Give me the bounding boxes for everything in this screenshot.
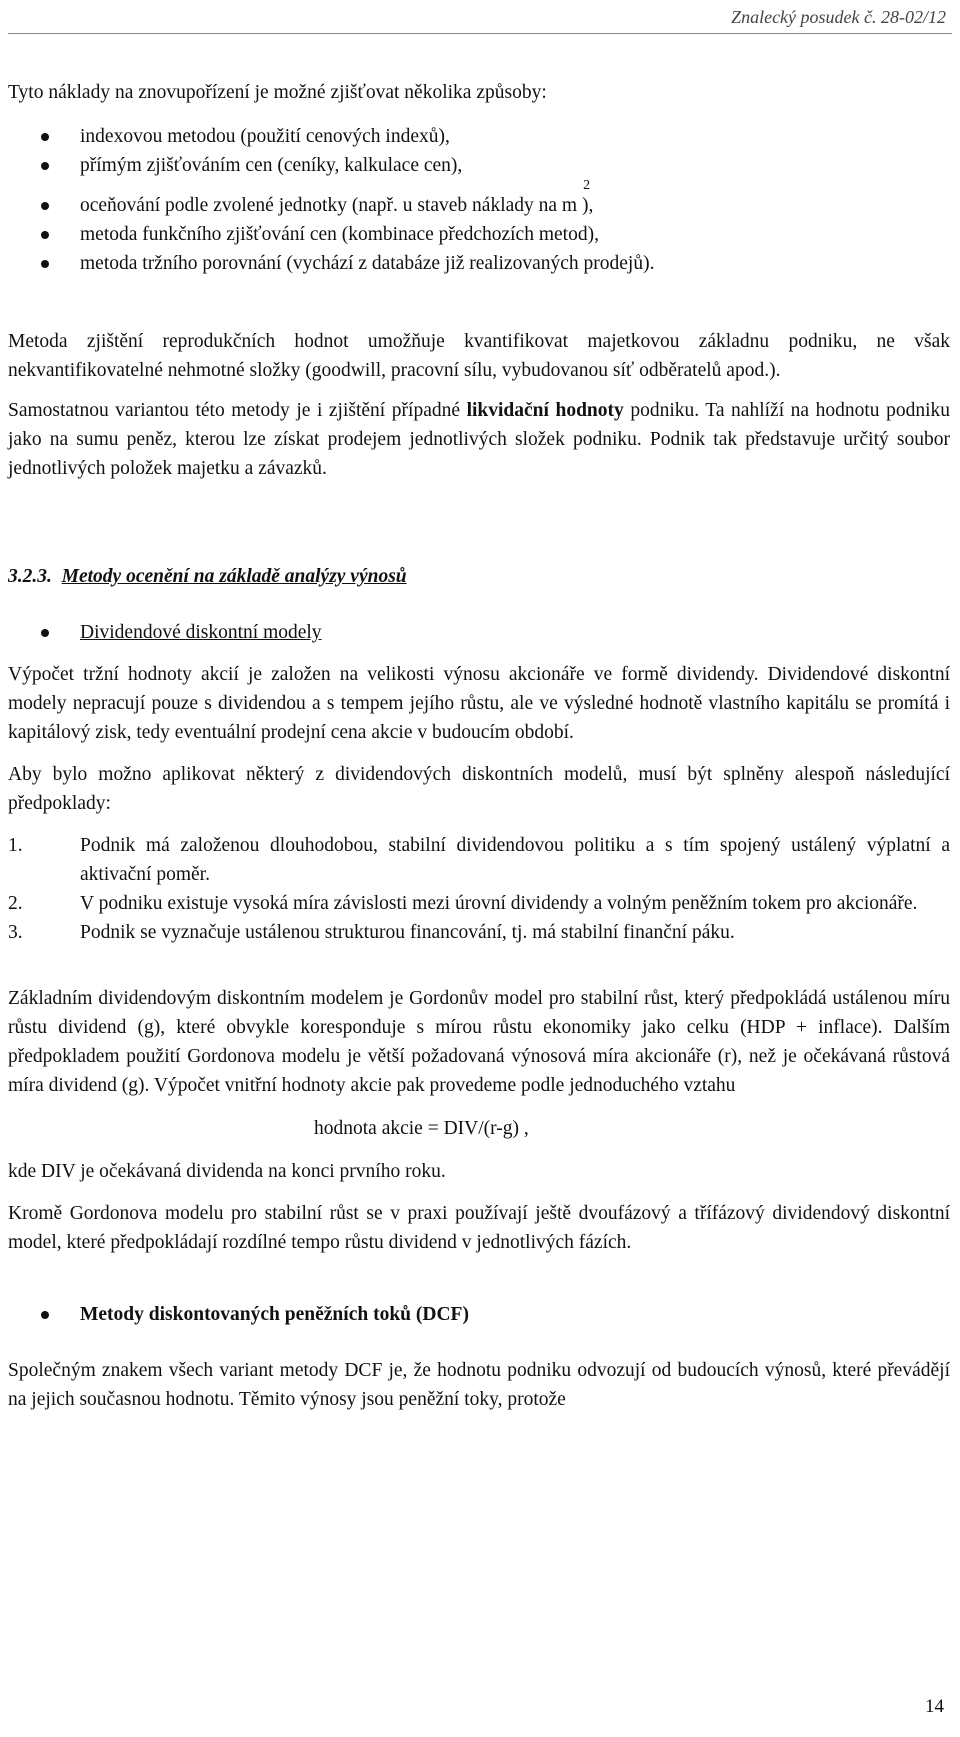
list-item-text: oceňování podle zvolené jednotky (např. u staveb náklady na m [80,195,578,216]
formula: hodnota akcie = DIV/(r-g) , [314,1118,529,1139]
list-number: 1. [8,835,23,856]
subsection-dcf-title: Metody diskontovaných peněžních toků (DCF) [80,1304,469,1325]
list-item [8,831,950,889]
liquidation-text-start: Samostatnou variantou této metody je i zjištění případné [8,400,467,421]
list-item: přímým zjišťováním cen (ceníky, kalkulace cen), [8,151,950,180]
subsection-dcf [8,1300,950,1329]
list-item: metoda funkčního zjišťování cen (kombinace předchozích metod), [8,220,950,249]
list-item [8,918,950,947]
list-item [8,178,950,220]
dividend-paragraph-2: Aby bylo možno aplikovat některý z dividendových diskontních modelů, musí být splněny alespoň následující předpoklady: [8,764,950,814]
list-text: Podnik má založenou dlouhodobou, stabilní dividendovou politiku a s tím spojený ustálený výplatní a aktivační poměr. [80,835,950,885]
list-item [8,889,950,918]
liquidation-bold: likvidační hodnoty [466,400,624,421]
page-number: 14 [925,1696,944,1717]
page-content [8,78,950,1414]
section-title: Metody ocenění na základě analýzy výnosů [61,566,407,587]
list-item-tail: ), [581,195,594,216]
header-rule [8,33,952,34]
section-number: 3.2.3. [8,566,52,587]
intro-paragraph: Tyto náklady na znovupořízení je možné zjišťovat několika způsoby: [8,82,547,103]
liquidation-paragraph [8,396,950,483]
methods-list [8,122,950,278]
div-definition: kde DIV je očekávaná dividenda na konci prvního roku. [8,1161,446,1182]
dividend-paragraph-1: Výpočet tržní hodnoty akcií je založen na velikosti výnosu akcionáře ve formě dividendy. Dividendové diskontní modely nepracují pouze s dividendou a s tempem jejího růstu, ale ve výsledné hodnotě vlastního kapitálu se promítá i kapitálový zisk, tedy eventuální prodejní cena akcie v budoucím období. [8,664,950,743]
assumptions-list [8,831,950,947]
list-item: indexovou metodou (použití cenových indexů), [8,122,950,151]
superscript: 2 [583,178,591,193]
list-text: Podnik se vyznačuje ustálenou strukturou financování, tj. má stabilní finanční páku. [80,922,735,943]
list-number: 3. [8,922,23,943]
subsection-dividend [8,618,950,647]
page-header: Znalecký posudek č. 28-02/12 [731,7,946,27]
superscript-wrap [577,178,591,220]
list-item: metoda tržního porovnání (vychází z databáze již realizovaných prodejů). [8,249,950,278]
list-text: V podniku existuje vysoká míra závislosti mezi úrovní dividendy a volným peněžním tokem pro akcionáře. [80,893,918,914]
dcf-paragraph: Společným znakem všech variant metody DCF je, že hodnotu podniku odvozují od budoucích výnosů, které převádějí na jejich současnou hodnotu. Těmito výnosy jsou peněžní toky, protože [8,1360,950,1410]
section-heading [8,562,950,591]
gordon-paragraph: Základním dividendovým diskontním modelem je Gordonův model pro stabilní růst, který předpokládá ustálenou míru růstu dividend (g), které obvykle koresponduje s mírou růstu ekonomiky jako celku (HDP + inflace). Dalším předpokladem použití Gordonova modelu je větší požadovaná výnosová míra akcionáře (r), než je očekávaná růstová míra dividend (g). Výpočet vnitřní hodnoty akcie pak provedeme podle jednoduchého vztahu [8,988,950,1096]
phases-paragraph: Kromě Gordonova modelu pro stabilní růst se v praxi používají ještě dvoufázový a třífázový dividendový diskontní model, které předpokládají rozdílné tempo růstu dividend v jednotlivých fázích. [8,1203,950,1253]
list-number: 2. [8,893,23,914]
subsection-dividend-title: Dividendové diskontní modely [80,622,322,643]
reproduction-paragraph: Metoda zjištění reprodukčních hodnot umožňuje kvantifikovat majetkovou základnu podniku, ne však nekvantifikovatelné nehmotné složky (goodwill, pracovní sílu, vybudovanou síť odběratelů apod.). [8,331,950,381]
liquidation-text-end: podniku. Ta nahlíží na hodnotu podniku jako na sumu peněz, kterou lze získat prodejem jednotlivých složek podniku. Podnik tak představuje určitý soubor jednotlivých položek majetku a závazků. [8,400,951,479]
